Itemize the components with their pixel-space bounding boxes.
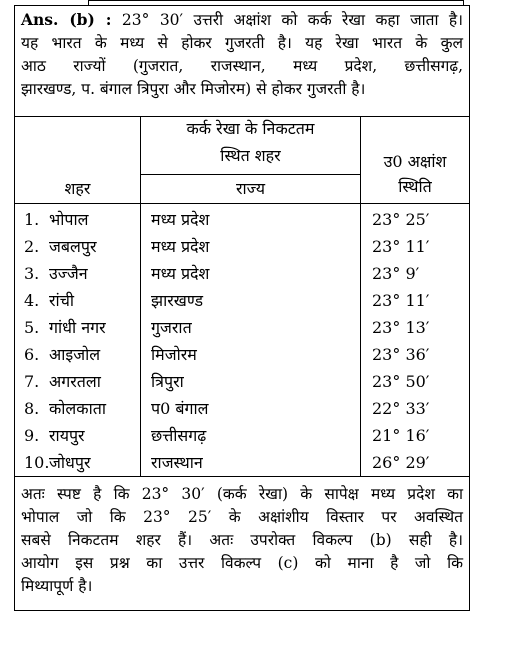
row-number: 2. [24,237,40,256]
row-state: गुजरात [151,318,192,337]
row-latitude: 22° 33′ [372,399,430,418]
conclusion-line-1: अतः स्पष्ट है कि 23° 30′ (कर्क रेखा) के सापेक्ष मध्य प्रदेश का [21,485,463,503]
column-header-city: शहर [64,179,91,198]
answer-line-3: आठ राज्यों (गुजरात, राजस्थान, मध्य प्रदेश, छत्तीसगढ़, [21,57,463,75]
table-row [15,206,469,233]
row-state: प0 बंगाल [151,399,209,418]
row-latitude: 23° 25′ [372,210,430,229]
answer-line-1: Ans. (b) : 23° 30′ उत्तरी अक्षांश को कर्क रेखा कहा जाता है। [21,10,463,29]
row-state: राजस्थान [151,453,203,472]
row-state: मध्य प्रदेश [151,237,210,256]
group-header-line2: स्थित शहर [220,146,281,165]
row-city: अगरतला [49,372,101,391]
column-header-latitude-line1: उ0 अक्षांश [383,152,447,171]
table-row [15,233,469,260]
row-number: 10. [24,453,50,472]
row-state: छत्तीसगढ़ [151,426,207,445]
answer-line-4: झारखण्ड, प. बंगाल त्रिपुरा और मिजोरम) से होकर गुजरती है। [21,80,366,98]
conclusion-line-2: भोपाल जो कि 23° 25′ के अक्षांशीय विस्तार पर अवस्थित [21,508,463,526]
table-row [15,368,469,395]
row-latitude: 21° 16′ [372,426,430,445]
group-header-line1: कर्क रेखा के निकटतम [186,119,315,138]
row-city: जबलपुर [49,237,97,256]
top-bracket-line [88,0,464,1]
answer-line-2: यह भारत के मध्य से होकर गुजरती है। यह रेखा भारत के कुल [21,34,463,52]
table-top-border [15,116,469,117]
subheader-divider [140,174,360,175]
row-state: झारखण्ड [151,291,204,310]
row-latitude: 23° 50′ [372,372,430,391]
column-header-latitude-line2: स्थिति [398,177,432,196]
row-state: मध्य प्रदेश [151,210,210,229]
row-state: त्रिपुरा [151,372,184,391]
table-row [15,260,469,287]
column-header-state: राज्य [235,179,266,198]
row-latitude: 23° 11′ [372,291,430,310]
conclusion-line-3: सबसे निकटतम शहर हैं। अतः उपरोक्त विकल्प (b) सही है। [21,531,463,549]
conclusion-line-4: आयोग इस प्रश्न का उत्तर विकल्प (c) को माना है जो कि [21,554,463,572]
row-state: मध्य प्रदेश [151,264,210,283]
row-number: 8. [24,399,40,418]
row-number: 7. [24,372,40,391]
row-city: जोधपुर [49,453,91,472]
row-number: 6. [24,345,40,364]
answer-box [14,5,470,611]
table-header-bottom-border [15,203,469,204]
row-latitude: 26° 29′ [372,453,430,472]
row-city: रांची [49,291,74,310]
row-state: मिजोरम [151,345,197,364]
table-row [15,287,469,314]
row-city: भोपाल [49,210,89,229]
row-city: आइजोल [49,345,101,364]
row-number: 5. [24,318,40,337]
row-city: उज्जैन [49,264,88,283]
answer-prefix: Ans. (b) : [21,10,112,29]
row-latitude: 23° 13′ [372,318,430,337]
table-row [15,422,469,449]
conclusion-line-5: मिथ्यापूर्ण है। [21,577,93,595]
table-row [15,341,469,368]
table-bottom-border [15,476,469,477]
row-latitude: 23° 11′ [372,237,430,256]
table-row [15,395,469,422]
row-city: कोलकाता [49,399,106,418]
conclusion-paragraph [15,483,469,598]
row-latitude: 23° 9′ [372,264,420,283]
table-row [15,314,469,341]
row-number: 3. [24,264,40,283]
row-number: 9. [24,426,40,445]
table-row [15,449,469,476]
row-number: 4. [24,291,40,310]
row-city: गांधी नगर [49,318,106,337]
row-number: 1. [24,210,40,229]
answer-paragraph [15,8,469,101]
row-latitude: 23° 36′ [372,345,430,364]
row-city: रायपुर [49,426,85,445]
